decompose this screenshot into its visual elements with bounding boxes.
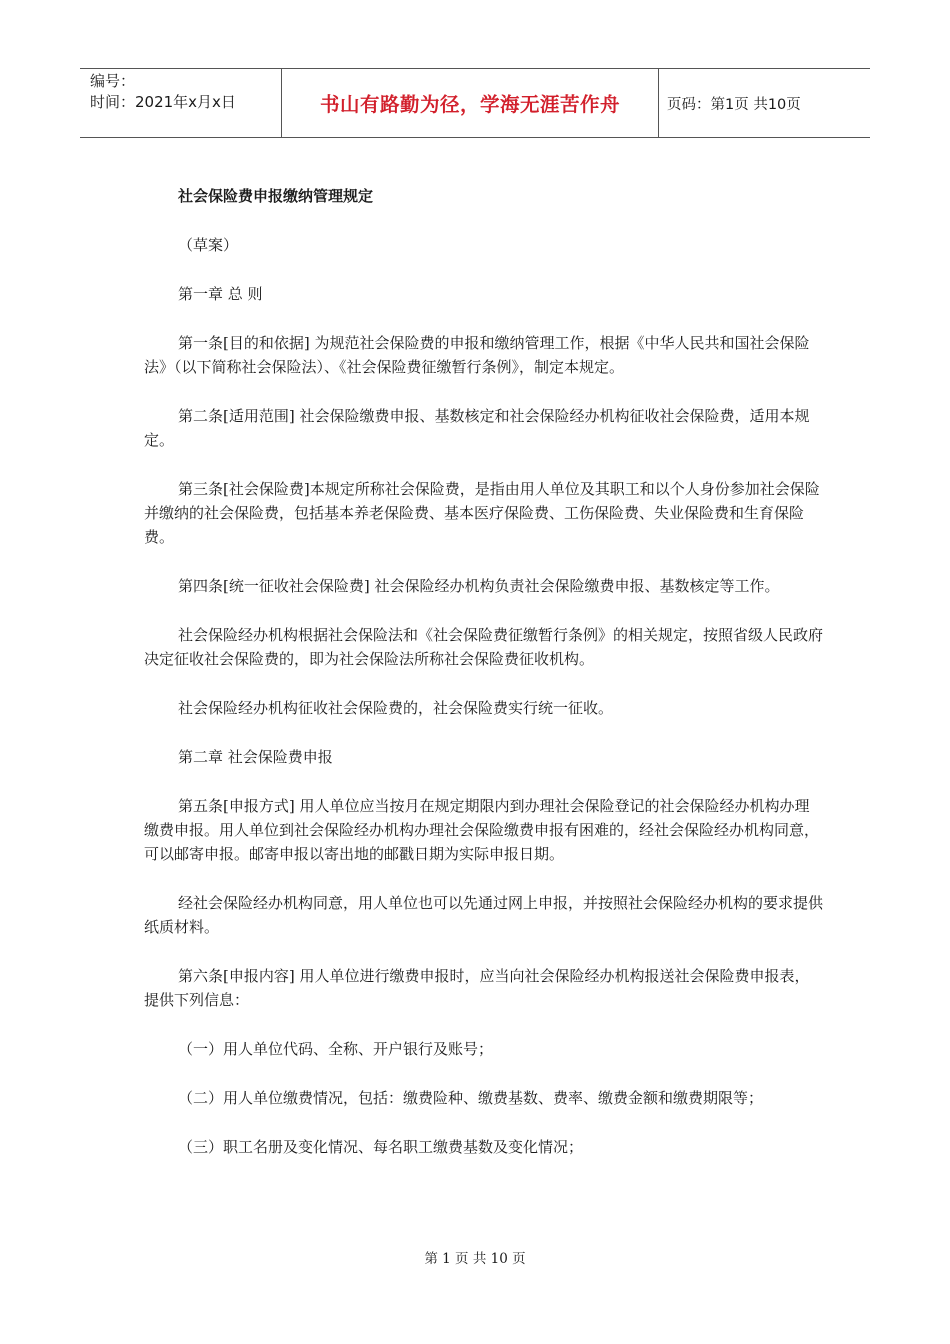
header-page-info: 页码：第1页 共10页 — [667, 96, 801, 113]
header-meta — [80, 69, 282, 137]
document-title: 社会保险费申报缴纳管理规定 — [178, 187, 374, 205]
article-paragraph: 第四条[统一征收社会保险费] 社会保险经办机构负责社会保险缴费申报、基数核定等工作。 — [178, 577, 780, 595]
article-paragraph: 第三条[社会保险费]本规定所称社会保险费，是指由用人单位及其职工和以个人身份参加社会保险并缴纳的社会保险费，包括基本养老保险费、基本医疗保险费、工伤保险费、失业保险费和生育保险费。 — [144, 480, 820, 546]
list-item: （一）用人单位代码、全称、开户银行及账号； — [178, 1040, 494, 1058]
list-item: （三）职工名册及变化情况、每名职工缴费基数及变化情况； — [178, 1138, 584, 1156]
document-body — [144, 184, 824, 1184]
chapter-heading: 第一章 总 则 — [178, 285, 263, 303]
article-paragraph: 第一条[目的和依据] 为规范社会保险费的申报和缴纳管理工作，根据《中华人民共和国社会保险法》（以下简称社会保险法）、《社会保险费征缴暂行条例》，制定本规定。 — [144, 334, 810, 376]
header-motto: 书山有路勤为径，学海无涯苦作舟 — [282, 69, 659, 137]
article-paragraph: 经社会保险经办机构同意，用人单位也可以先通过网上申报，并按照社会保险经办机构的要求提供纸质材料。 — [144, 894, 824, 936]
document-number-label: 编号： — [90, 72, 136, 90]
article-paragraph: 社会保险经办机构征收社会保险费的，社会保险费实行统一征收。 — [178, 699, 614, 717]
article-paragraph: 第五条[申报方式] 用人单位应当按月在规定期限内到办理社会保险登记的社会保险经办机构办理缴费申报。用人单位到社会保险经办机构办理社会保险缴费申报有困难的，经社会保险经办机构同意，可以邮寄申报。邮寄申报以寄出地的邮戳日期为实际申报日期。 — [144, 797, 820, 863]
article-paragraph: 社会保险经办机构根据社会保险法和《社会保险费征缴暂行条例》的相关规定，按照省级人民政府决定征收社会保险费的，即为社会保险法所称社会保险费征收机构。 — [144, 626, 824, 668]
header-table — [80, 68, 870, 138]
article-paragraph: 第六条[申报内容] 用人单位进行缴费申报时，应当向社会保险经办机构报送社会保险费申报表，提供下列信息： — [144, 967, 810, 1009]
page-footer: 第 1 页 共 10 页 — [424, 1251, 526, 1267]
article-paragraph: 第二条[适用范围] 社会保险缴费申报、基数核定和社会保险经办机构征收社会保险费，适用本规定。 — [144, 407, 810, 449]
document-date: 时间：2021年x月x日 — [90, 93, 236, 111]
document-subtitle: （草案） — [178, 236, 239, 254]
chapter-heading: 第二章 社会保险费申报 — [178, 748, 333, 766]
list-item: （二）用人单位缴费情况，包括：缴费险种、缴费基数、费率、缴费金额和缴费期限等； — [178, 1089, 764, 1107]
